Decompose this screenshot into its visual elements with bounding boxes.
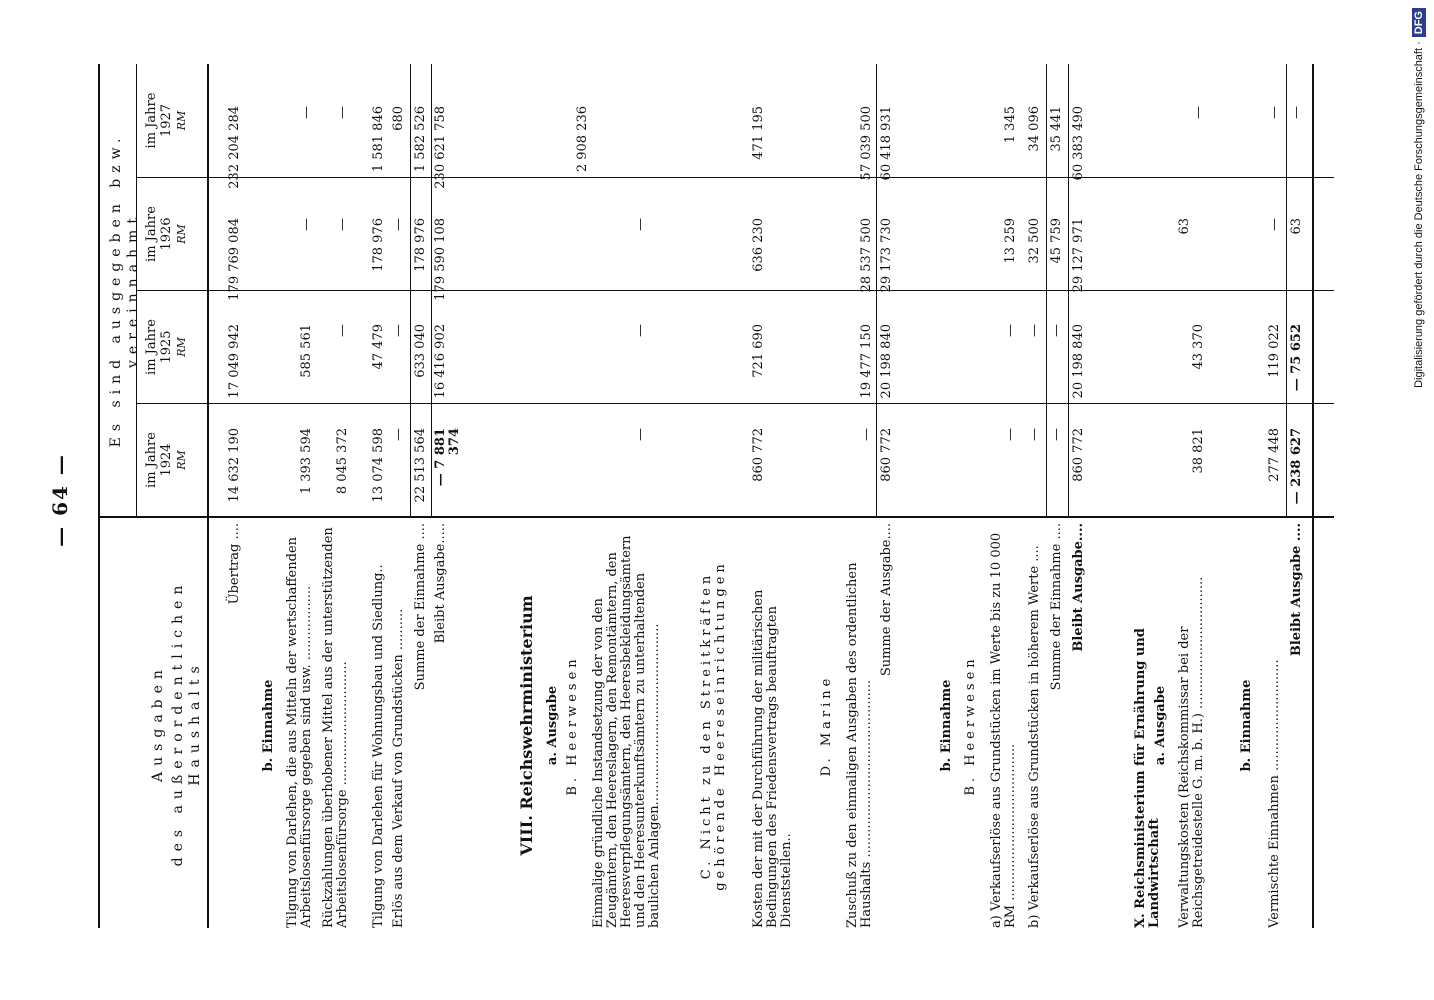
column-divider-2 (136, 290, 1334, 291)
digitization-note: Digitalisierung gefördert durch die Deutsche Forschungsgemeinschaft ·DFG (1405, 8, 1433, 428)
column-divider-3 (136, 177, 1334, 178)
sum-rule (1068, 64, 1069, 516)
table-bottom-rule (1312, 64, 1314, 928)
year-header-1927: im Jahre 1927 RM (144, 92, 188, 149)
sum-rule (1046, 64, 1047, 516)
header-bottom-rule (207, 64, 209, 928)
year-header-1924: im Jahre 1924 RM (144, 432, 188, 488)
table-top-rule (98, 64, 100, 928)
header-left-line1: Ausgaben (150, 664, 166, 782)
year-header-1926: im Jahre 1926 RM (144, 206, 188, 262)
page-number: — 64 — (48, 453, 72, 547)
column-divider-main (98, 516, 1334, 518)
header-right-title: Es sind ausgegeben bzw. vereinnahmt (108, 132, 141, 448)
sum-rule (876, 64, 877, 516)
year-header-1925: im Jahre 1925 RM (144, 319, 188, 375)
column-divider-1 (136, 403, 1334, 404)
header-left-line2: des außerordentlichen Haushalts (170, 579, 203, 867)
sum-rule (1286, 64, 1287, 516)
rotated-content: — 64 — Ausgaben des außerordentlichen Haushalts Es sind ausgegeben bzw. vereinnahmt im Jahre 1924 RM im Jahre 1925 RM im Jahre 1926 RM im Jahre 1927 RM Übertrag .... 14 632 190 17 049 942 179 769 084 232 204 284 b. Einnahme Tilgung von Darlehen, die aus Mitteln der wertschaffenden Arbeitslosenfürsorge gegeben sind usw. .................. 1 393 594 585 561 — — Rückzahlungen überhobener Mittel aus der unterstützenden Arbeitslosenfürsorge .............................. 8 045 372 — — — Tilgung von Darlehen für Wohnungsbau und Siedlung.. 13 074 598 47 479 178 976 1 581 846 Erlös aus dem Verkauf von Grundstücken .......... — — — 680 Summe der Einnahme .... 22 513 564 633 040 178 976 1 582 526 Bleibt Ausgabe..... — 7 881 374 16 416 902 179 590 108 230 621 758 VIII. Reichswehrministerium a. Ausgabe B. Heerwesen Einmalige gründliche Instandsetzung der von den Zeugämtern, den Heereslagern, den Remontämtern, den Heeresverpflegungsämtern, den Heeresbekleidungsämtern und den Heeresunterkunftsämtern zu unterhaltenden baulichen Anlagen............................................ — — — 2 908 236 C. Nicht zu den Streitkräften gehörende Heereseinrichtungen Kosten der mit der Durchführung der militärischen Bedingungen des Friedensvertrags beauftragten Dienststellen.. 860 772 721 690 636 230 471 195 D. Marine Zuschuß zu den einmaligen Ausgaben des ordentlichen Haushalts ........................................... — 19 477 150 28 537 500 57 039 500 Summe der Ausgabe.... 860 772 20 198 840 29 173 730 60 418 931 b. Einnahme B. Heerwesen a) Verkaufserlöse aus Grundstücken im Werte bis zu 10 000 RM ...................................... — — 13 259 1 345 b) Verkaufserlöse aus Grundstücken in höherem Werte .... — — 32 500 34 096 Summe der Einnahme .... — — 45 759 35 441 Bleibt Ausgabe.... 860 772 20 198 840 29 127 971 60 383 490 X. Reichsministerium für Ernährung und Landwirtschaft a. Ausgabe Verwaltungskosten (Reichskommissar bei der Reichsgetreidestelle G. m. b. H.) ................................ 38 821 43 370 63 — b. Einnahme Vermischte Einnahmen ........................... 277 448 119 022 — — Bleibt Ausgabe .... — 238 627 — 75 652 63 — (0, 0, 1434, 1000)
sum-rule (410, 64, 411, 516)
dfg-logo: DFG (1412, 8, 1426, 37)
sum-rule (431, 64, 432, 516)
